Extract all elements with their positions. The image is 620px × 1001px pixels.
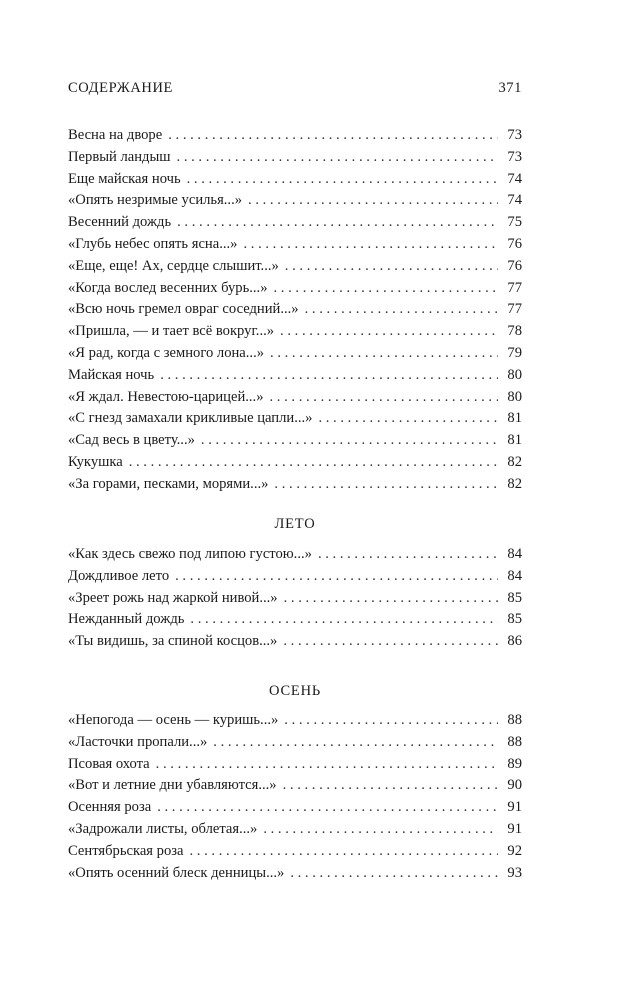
toc-entry-page: 76: [507, 257, 522, 274]
toc-entry-title: «Опять осенний блеск денницы...»: [68, 864, 285, 881]
toc-entry-page: 85: [507, 589, 522, 606]
dot-leader: [290, 865, 498, 882]
toc-entry-page: 78: [507, 323, 522, 340]
dot-leader: [243, 236, 498, 253]
toc-entry-title: «Я рад, когда с земного лона...»: [68, 344, 265, 361]
toc-entry-page: 88: [507, 712, 522, 728]
toc-entry-title: «Зреет рожь над жаркой нивой...»: [68, 589, 278, 606]
toc-entry: [68, 301, 522, 323]
toc-entry-title: «Когда вослед весенних бурь...»: [68, 279, 268, 296]
toc-entry: [68, 236, 522, 258]
toc-entry-title: «С гнезд замахали крикливые цапли...»: [68, 410, 313, 427]
running-head: [68, 80, 522, 100]
toc-entry-page: 84: [507, 567, 522, 584]
toc-entry-page: 91: [507, 820, 522, 837]
dot-leader: [270, 389, 499, 406]
dot-leader: [177, 214, 498, 231]
toc-list-summer: [68, 546, 522, 655]
toc-entry: [68, 756, 522, 778]
dot-leader: [129, 454, 498, 471]
toc-entry: [68, 171, 522, 193]
toc-entry: [68, 367, 522, 389]
dot-leader: [201, 432, 498, 449]
section-heading-autumn: ОСЕНЬ: [269, 683, 321, 699]
dot-leader: [284, 712, 498, 729]
dot-leader: [187, 171, 498, 188]
dot-leader: [274, 280, 499, 297]
toc-entry-page: 82: [507, 475, 522, 492]
toc-entry: [68, 214, 522, 236]
toc-entry: [68, 323, 522, 345]
header-title: СОДЕРЖАНИЕ: [68, 80, 173, 96]
toc-entry-page: 89: [507, 755, 522, 772]
toc-entry-title: Дождливое лето: [68, 567, 170, 584]
toc-entry-title: «Непогода — осень — куришь...»: [68, 712, 279, 728]
dot-leader: [248, 192, 498, 209]
toc-entry-title: «Пришла, — и тает всё вокруг...»: [68, 323, 275, 340]
toc-entry-page: 75: [507, 214, 522, 231]
toc-entry: [68, 389, 522, 411]
toc-entry-page: 79: [507, 344, 522, 361]
dot-leader: [274, 476, 498, 493]
header-page-number: 371: [498, 80, 522, 96]
toc-entry-page: 92: [507, 842, 522, 859]
toc-entry-title: «Глубь небес опять ясна...»: [68, 235, 238, 252]
toc-entry: [68, 633, 522, 655]
toc-entry-page: 74: [507, 170, 522, 187]
dot-leader: [213, 734, 498, 751]
toc-entry: [68, 345, 522, 367]
toc-entry: [68, 258, 522, 280]
dot-leader: [305, 301, 498, 318]
toc-entry-title: «Опять незримые усилья...»: [68, 192, 243, 209]
dot-leader: [190, 611, 498, 628]
toc-entry: [68, 590, 522, 612]
toc-entry: [68, 843, 522, 865]
toc-entry-title: Еще майская ночь: [68, 170, 181, 187]
toc-entry-title: Сентябрьская роза: [68, 842, 184, 859]
toc-entry: [68, 192, 522, 214]
dot-leader: [190, 843, 499, 860]
toc-entry-page: 74: [507, 192, 522, 209]
dot-leader: [175, 568, 498, 585]
toc-entry: [68, 432, 522, 454]
dot-leader: [318, 546, 498, 563]
toc-entry-page: 90: [507, 777, 522, 794]
toc-entry-page: 86: [507, 633, 522, 650]
dot-leader: [168, 127, 498, 144]
section-heading-summer: ЛЕТО: [274, 516, 316, 532]
toc-entry-page: 76: [507, 235, 522, 252]
toc-entry-page: 77: [507, 301, 522, 318]
toc-entry: [68, 611, 522, 633]
toc-entry: [68, 568, 522, 590]
toc-entry-title: «Задрожали листы, облетая...»: [68, 820, 258, 837]
dot-leader: [283, 633, 498, 650]
dot-leader: [160, 367, 498, 384]
toc-entry: [68, 127, 522, 149]
toc-entry-title: «Я ждал. Невестою-царицей...»: [68, 388, 264, 405]
toc-entry: [68, 476, 522, 498]
toc-entry-title: «Сад весь в цвету...»: [68, 432, 195, 449]
toc-entry: [68, 546, 522, 568]
dot-leader: [177, 149, 498, 166]
toc-entry-title: «Вот и летние дни убавляются...»: [68, 777, 277, 794]
toc-entry-page: 85: [507, 611, 522, 628]
toc-entry-page: 81: [507, 410, 522, 427]
toc-entry-title: «Как здесь свежо под липою густою...»: [68, 546, 312, 562]
toc-entry: [68, 410, 522, 432]
toc-entry-page: 82: [507, 453, 522, 470]
toc-entry-page: 91: [507, 799, 522, 816]
toc-entry: [68, 149, 522, 171]
toc-list-autumn: [68, 712, 522, 886]
toc-entry-title: «Ты видишь, за спиной косцов...»: [68, 633, 278, 650]
toc-entry-page: 81: [507, 432, 522, 449]
toc-entry-page: 80: [507, 388, 522, 405]
toc-entry-title: «Ласточки пропали...»: [68, 733, 208, 750]
dot-leader: [270, 345, 498, 362]
toc-entry-page: 93: [507, 864, 522, 881]
toc-entry: [68, 712, 522, 734]
toc-entry: [68, 454, 522, 476]
toc-entry-title: Осенняя роза: [68, 799, 152, 816]
toc-entry: [68, 821, 522, 843]
toc-entry-title: Нежданный дождь: [68, 611, 185, 628]
toc-entry: [68, 865, 522, 887]
dot-leader: [156, 756, 498, 773]
toc-entry-title: Кукушка: [68, 453, 123, 470]
toc-entry-page: 88: [507, 733, 522, 750]
toc-entry-title: Первый ландыш: [68, 148, 171, 165]
toc-entry-title: Майская ночь: [68, 366, 155, 383]
toc-list-spring: [68, 127, 522, 498]
dot-leader: [283, 777, 498, 794]
dot-leader: [285, 258, 498, 275]
toc-entry-page: 73: [507, 127, 522, 143]
toc-entry: [68, 734, 522, 756]
toc-entry-title: Весенний дождь: [68, 214, 172, 231]
dot-leader: [318, 410, 498, 427]
dot-leader: [284, 590, 498, 607]
toc-entry-title: «Всю ночь гремел овраг соседний...»: [68, 301, 299, 318]
dot-leader: [157, 799, 498, 816]
toc-entry-title: Весна на дворе: [68, 127, 163, 143]
toc-entry-page: 84: [507, 546, 522, 562]
toc-entry-title: «Еще, еще! Ах, сердце слышит...»: [68, 257, 279, 274]
toc-entry-page: 73: [507, 148, 522, 165]
toc-entry: [68, 280, 522, 302]
toc-entry-page: 77: [507, 279, 522, 296]
toc-entry-page: 80: [507, 366, 522, 383]
dot-leader: [280, 323, 498, 340]
toc-entry-title: «За горами, песками, морями...»: [68, 475, 269, 492]
toc-entry: [68, 799, 522, 821]
toc-entry-title: Псовая охота: [68, 755, 150, 772]
toc-entry: [68, 777, 522, 799]
dot-leader: [263, 821, 498, 838]
